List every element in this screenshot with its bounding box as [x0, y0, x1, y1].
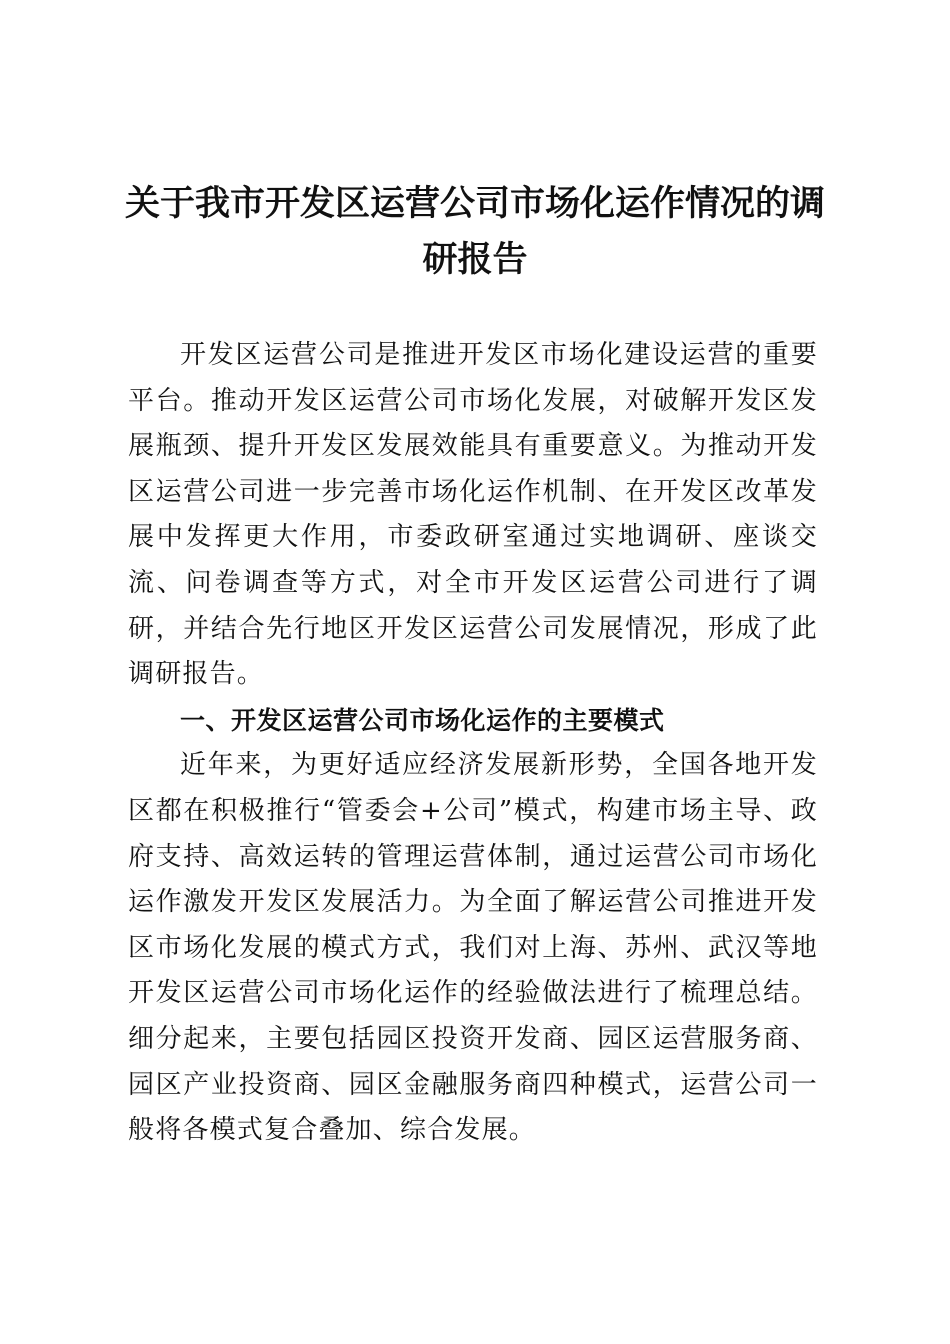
intro-paragraph: 开发区运营公司是推进开发区市场化建设运营的重要平台。推动开发区运营公司市场化发展，对破解开发区发展瓶颈、提升开发区发展效能具有重要意义。为推动开发区运营公司进一步完善市场化运作机制、在开发区改革发展中发挥更大作用，市委政研室通过实地调研、座谈交流、问卷调查等方式，对全市开发区运营公司进行了调研，并结合先行地区开发区运营公司发展情况，形成了此调研报告。	[128, 340, 818, 690]
section-heading: 一、开发区运营公司市场化运作的主要模式	[180, 705, 665, 735]
section-paragraph: 近年来，为更好适应经济发展新形势，全国各地开发区都在积极推行“管委会+公司”模式，构建市场主导、政府支持、高效运转的管理运营体制，通过运营公司市场化运作激发开发区发展活力。为全面了解运营公司推进开发区市场化发展的模式方式，我们对上海、苏州、武汉等地开发区运营公司市场化运作的经验做法进行了梳理总结。细分起来，主要包括园区投资开发商、园区运营服务商、园区产业投资商、园区金融服务商四种模式，运营公司一般将各模式复合叠加、综合发展。	[128, 750, 818, 1146]
document-body	[128, 333, 818, 1154]
document-title: 关于我市开发区运营公司市场化运作情况的调研报告	[124, 183, 825, 280]
